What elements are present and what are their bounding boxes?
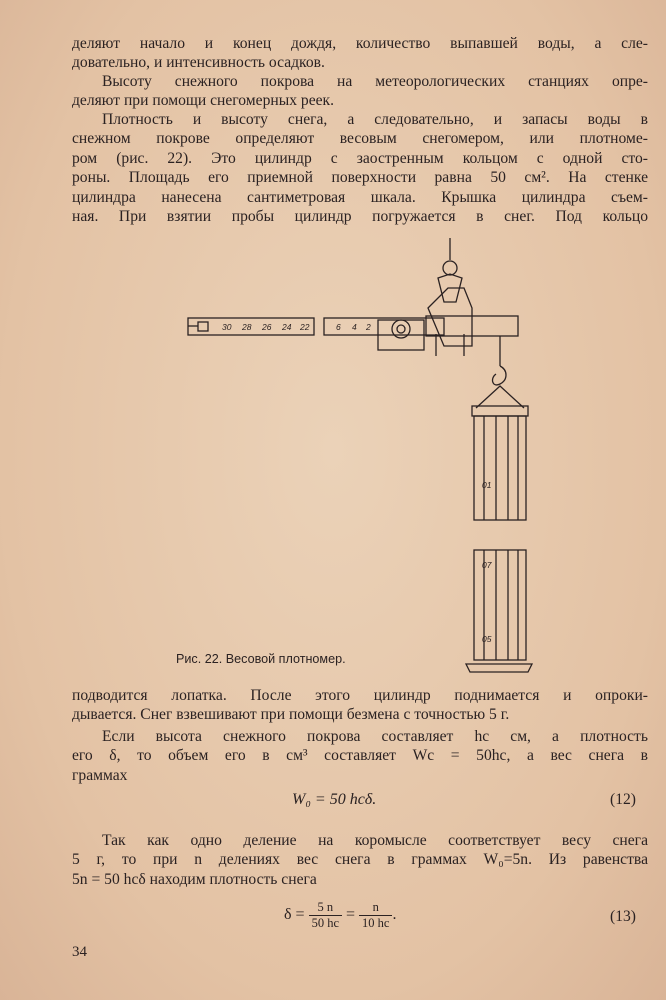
text-line: Так как одно деление на коромысле соответствует весу снега — [102, 832, 648, 849]
hanger-ring — [443, 261, 457, 275]
text-line: цилиндра нанесена сантиметровая шкала. Крышка цилиндра съем- — [72, 188, 648, 206]
text-line: роны. Площадь его приемной поверхности равна 50 см². На стенке — [72, 169, 648, 187]
equation-number-13: (13) — [610, 908, 636, 925]
formula-end: . — [392, 906, 397, 924]
scale-label: 30 — [222, 322, 232, 332]
scale-label: 22 — [300, 322, 310, 332]
text-line: дывается. Снег взвешивают при помощи безмена с точностью 5 г. — [72, 706, 510, 724]
text-line: деляют начало и конец дождя, количество выпавшей воды, а сле- — [72, 35, 648, 52]
scale-label: 6 — [336, 322, 341, 332]
beam-clamp — [428, 288, 472, 346]
paragraph-top — [72, 34, 648, 73]
formula-equals: = — [346, 906, 356, 924]
fraction-denominator: 50 hc — [311, 916, 339, 930]
page-number: 34 — [72, 944, 87, 960]
text-line: подводится лопатка. После этого цилиндр поднимается и опроки- — [72, 687, 648, 704]
fraction — [359, 900, 392, 931]
scale-label: 26 — [262, 322, 272, 332]
fraction-denominator: 10 hc — [362, 916, 390, 930]
formula-lhs: δ = — [284, 906, 305, 924]
text-line: 5 г, то при n делениях вес снега в граммах W₀=5n. Из равенства — [72, 851, 648, 869]
paragraph-snow-height — [72, 72, 648, 111]
density-meter-illustration — [72, 238, 648, 678]
paragraph-volume — [72, 727, 648, 785]
text-line: Высоту снежного покрова на метеорологических станциях опре- — [102, 73, 648, 90]
scale-label: 01 — [482, 480, 492, 490]
paragraph-shovel — [72, 686, 648, 725]
figure-caption: Рис. 22. Весовой плотномер. — [176, 652, 346, 666]
cutting-ring — [466, 664, 532, 672]
scale-label: 24 — [282, 322, 292, 332]
text-line: снежном покрове определяют весовым снегомером, или плотноме- — [72, 130, 648, 148]
text-line: деляют при помощи снегомерных реек. — [72, 92, 335, 110]
fraction-numerator: 5 n — [309, 900, 342, 916]
bail — [476, 386, 524, 408]
text-line: его δ, то объем его в см³ составляет Wc = 50hc, а вес снега в — [72, 747, 648, 765]
text-line: ная. При взятии пробы цилиндр погружается в снег. Под кольцо — [72, 208, 648, 226]
fraction — [309, 900, 342, 931]
scale-label: 07 — [482, 560, 492, 570]
formula-12: W₀ = 50 hcδ. — [292, 791, 377, 808]
equation-number-12: (12) — [610, 791, 636, 808]
scale-label: 05 — [482, 634, 492, 644]
text-line: ром (рис. 22). Это цилиндр с заостренным кольцом с одной сто- — [72, 149, 648, 167]
figure-weight-density-meter — [72, 238, 648, 678]
formula-13 — [284, 900, 396, 931]
scale-label: 4 — [352, 322, 357, 332]
scale-label: 2 — [366, 322, 371, 332]
text-line: Плотность и высоту снега, а следовательно, и запасы воды в — [102, 111, 648, 128]
paragraph-division — [72, 831, 648, 889]
cylinder-lid — [472, 406, 528, 416]
fraction-numerator: n — [359, 900, 392, 916]
text-line: Если высота снежного покрова составляет hc см, а плотность — [102, 728, 648, 745]
hook — [493, 366, 506, 385]
scale-label: 28 — [242, 322, 252, 332]
text-line: граммах — [72, 766, 128, 784]
paragraph-density-meter — [72, 110, 648, 226]
text-line: 5n = 50 hcδ находим плотность снега — [72, 870, 317, 888]
text-line: довательно, и интенсивность осадков. — [72, 54, 325, 72]
